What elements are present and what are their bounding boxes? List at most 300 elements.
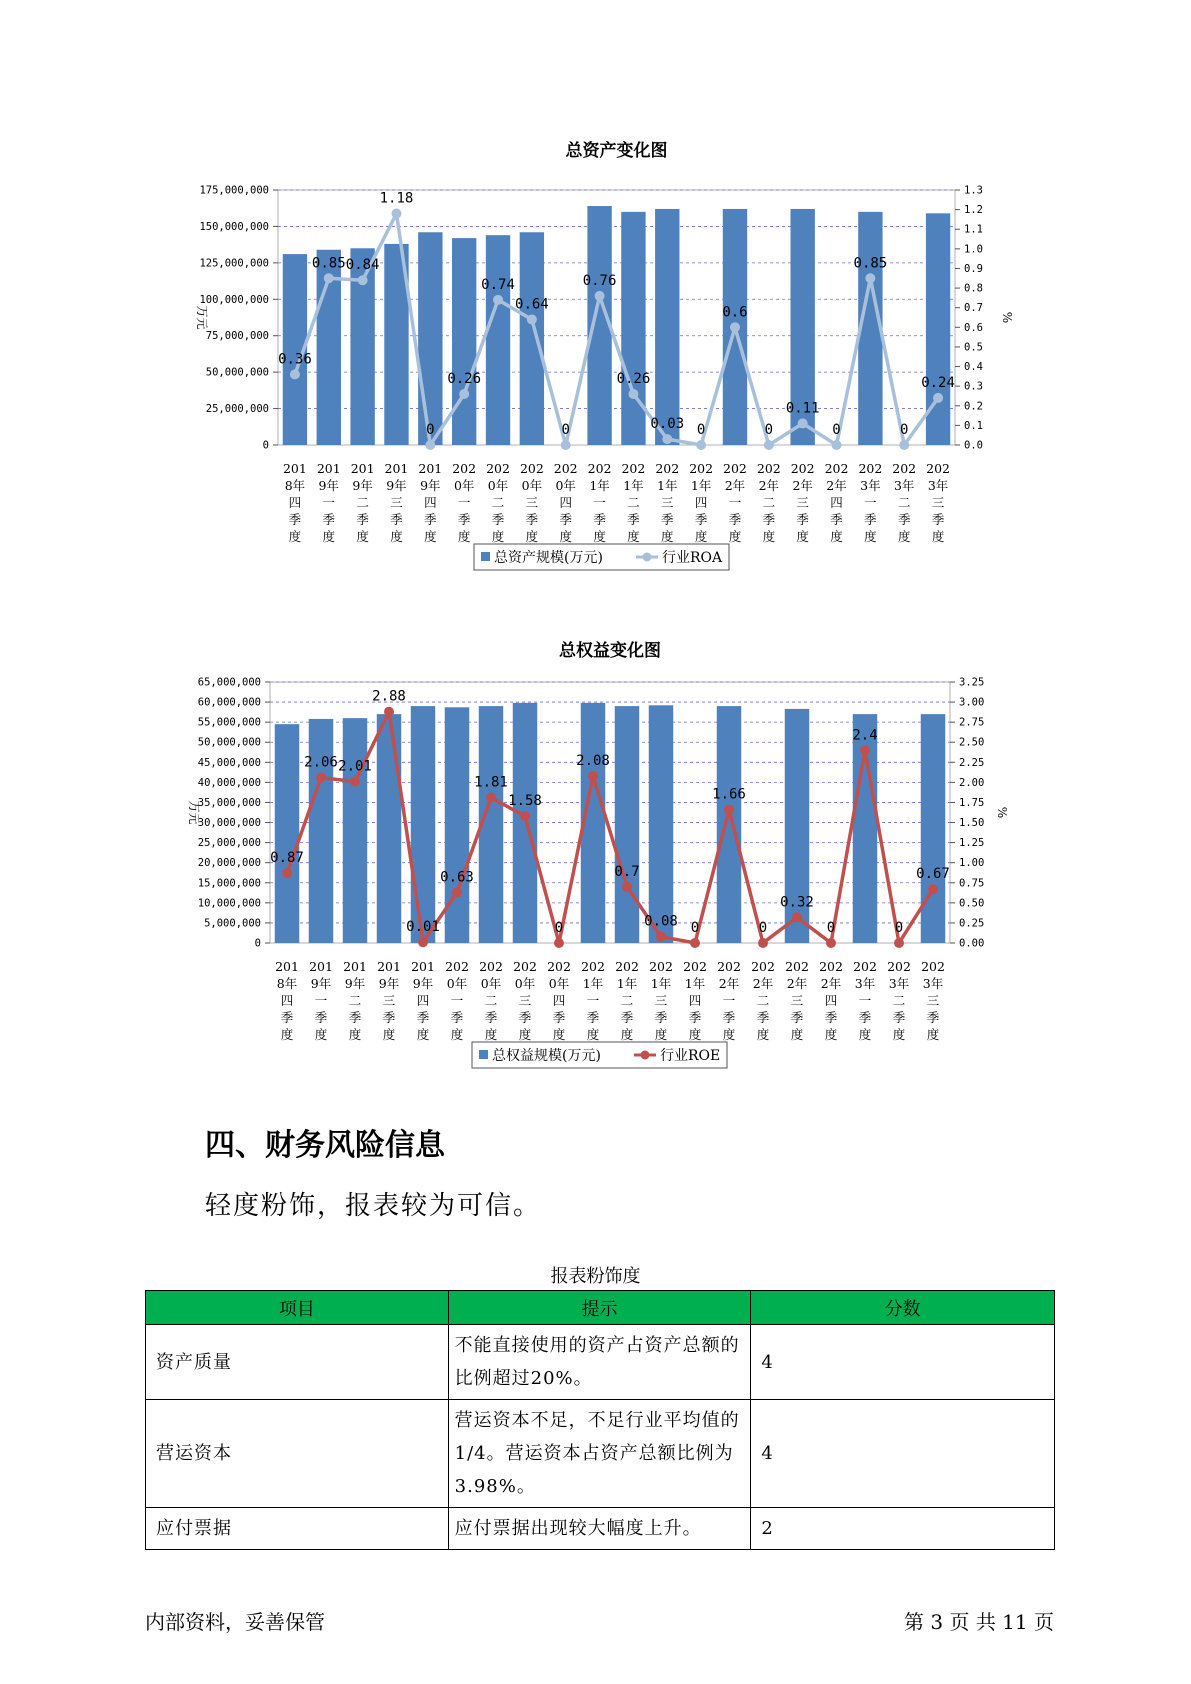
y-right-tick-label: 0.0 xyxy=(964,439,983,452)
x-tick-line: 度 xyxy=(314,1027,328,1042)
data-label: 0.01 xyxy=(406,919,440,936)
x-tick-line: 1年 xyxy=(616,976,638,991)
y-right-tick-label: 1.3 xyxy=(964,184,983,197)
total-equity-chart xyxy=(0,640,1191,1100)
x-tick-line: 三 xyxy=(518,993,532,1008)
line-point xyxy=(798,418,808,428)
line-point xyxy=(459,389,469,399)
line-point xyxy=(358,275,368,285)
x-tick-label xyxy=(283,461,307,544)
cell-item: 资产质量 xyxy=(146,1325,449,1400)
cell-hint: 营运资本不足，不足行业平均值的1/4。营运资本占资产总额比例为3.98%。 xyxy=(448,1400,751,1508)
data-label: 0.11 xyxy=(785,400,820,417)
x-tick-line: 度 xyxy=(382,1027,396,1042)
x-tick-line: 度 xyxy=(593,529,606,544)
x-tick-line: 度 xyxy=(722,1027,736,1042)
y-left-tick-label: 15,000,000 xyxy=(197,877,261,890)
data-label: 2.88 xyxy=(372,688,406,705)
x-tick-line: 季 xyxy=(525,512,539,527)
x-tick-label xyxy=(689,461,713,544)
x-tick-line: 202 xyxy=(785,959,809,974)
x-tick-line: 201 xyxy=(343,959,367,974)
x-tick-line: 度 xyxy=(864,529,877,544)
data-label: 1.66 xyxy=(712,786,746,803)
y-left-tick-label: 5,000,000 xyxy=(204,917,261,930)
x-tick-line: 季 xyxy=(858,1010,872,1025)
line-point xyxy=(493,295,503,305)
x-tick-line: 2年 xyxy=(786,976,808,991)
x-tick-label xyxy=(853,959,877,1042)
x-tick-line: 202 xyxy=(445,959,469,974)
x-tick-line: 度 xyxy=(322,529,336,544)
x-tick-line: 1年 xyxy=(582,976,604,991)
x-tick-line: 度 xyxy=(424,529,437,544)
x-tick-label xyxy=(520,461,544,544)
x-tick-line: 度 xyxy=(796,529,809,544)
y-left-axis-title: 万元 xyxy=(187,800,201,825)
table-row xyxy=(146,1325,1055,1400)
y-left-tick-label: 0 xyxy=(262,439,269,452)
x-tick-line: 9年 xyxy=(386,478,407,493)
x-tick-line: 一 xyxy=(722,993,736,1008)
x-tick-line: 度 xyxy=(756,1027,770,1042)
x-tick-line: 三 xyxy=(525,495,539,510)
x-tick-label xyxy=(858,461,882,544)
x-tick-line: 202 xyxy=(581,959,605,974)
x-tick-line: 度 xyxy=(457,529,471,544)
data-label: 1.58 xyxy=(508,793,542,810)
y-left-tick-label: 10,000,000 xyxy=(197,897,261,910)
data-label: 2.4 xyxy=(852,727,878,744)
x-tick-line: 202 xyxy=(519,461,544,476)
legend-line-marker xyxy=(643,553,652,562)
y-left-tick-label: 55,000,000 xyxy=(197,716,261,729)
x-tick-line: 季 xyxy=(586,1010,600,1025)
total-assets-chart xyxy=(0,140,1191,600)
x-tick-line: 202 xyxy=(587,461,612,476)
x-tick-line: 季 xyxy=(897,512,911,527)
x-tick-line: 四 xyxy=(559,495,572,510)
x-tick-line: 度 xyxy=(830,529,843,544)
x-tick-line: 一 xyxy=(450,993,464,1008)
x-tick-line: 9年 xyxy=(310,976,332,991)
x-tick-line: 3年 xyxy=(922,976,944,991)
x-tick-line: 0年 xyxy=(548,976,570,991)
x-tick-label xyxy=(411,959,435,1042)
line-point xyxy=(290,369,300,379)
line-point xyxy=(865,273,875,283)
data-label: 0.63 xyxy=(440,869,474,886)
x-tick-line: 202 xyxy=(751,959,775,974)
line-point xyxy=(391,209,401,219)
y-left-tick-label: 30,000,000 xyxy=(197,817,261,830)
x-tick-line: 202 xyxy=(790,461,815,476)
line-point xyxy=(933,393,943,403)
x-tick-line: 9年 xyxy=(420,478,441,493)
x-tick-line: 2年 xyxy=(752,976,774,991)
legend-bar-swatch xyxy=(481,552,490,561)
x-tick-line: 三 xyxy=(390,495,403,510)
data-label: 0.26 xyxy=(447,371,482,387)
data-label: 0.24 xyxy=(921,374,955,391)
x-tick-line: 季 xyxy=(790,1010,804,1025)
x-tick-line: 季 xyxy=(559,512,572,527)
y-right-axis-title: % xyxy=(995,806,1009,819)
x-tick-line: 季 xyxy=(314,1010,328,1025)
y-right-tick-label: 0.75 xyxy=(959,877,985,890)
header-item: 项目 xyxy=(146,1291,449,1325)
line-point xyxy=(622,882,632,892)
line-point xyxy=(418,937,428,947)
data-label: 0.08 xyxy=(644,913,678,930)
y-right-tick-label: 0.3 xyxy=(964,380,983,393)
line-point xyxy=(792,912,802,922)
bar-mark xyxy=(921,714,945,943)
x-tick-line: 季 xyxy=(491,512,505,527)
y-right-tick-label: 1.0 xyxy=(964,243,983,256)
x-tick-line: 度 xyxy=(559,529,572,544)
x-tick-line: 0年 xyxy=(446,976,468,991)
x-tick-line: 季 xyxy=(722,1010,736,1025)
x-tick-line: 季 xyxy=(824,1010,838,1025)
data-label: 0.64 xyxy=(515,296,549,313)
line-point xyxy=(628,389,638,399)
data-label: 0.7 xyxy=(614,863,640,880)
line-point xyxy=(384,707,394,717)
data-label: 0.67 xyxy=(916,866,950,883)
data-label: 0.85 xyxy=(311,255,346,272)
x-tick-line: 四 xyxy=(688,993,702,1008)
x-tick-line: 度 xyxy=(356,529,369,544)
x-tick-label xyxy=(926,461,950,544)
x-tick-line: 1年 xyxy=(650,976,672,991)
line-point xyxy=(724,805,734,815)
whitewash-table xyxy=(145,1290,1055,1550)
x-tick-line: 度 xyxy=(416,1027,430,1042)
y-right-tick-label: 2.50 xyxy=(959,736,985,749)
x-tick-line: 201 xyxy=(316,461,341,476)
line-point xyxy=(324,273,334,283)
x-tick-line: 202 xyxy=(887,959,911,974)
legend-bar-label: 总权益规模(万元) xyxy=(492,1048,601,1064)
x-tick-line: 202 xyxy=(853,959,877,974)
x-tick-line: 季 xyxy=(593,512,606,527)
data-label: 0 xyxy=(832,422,841,438)
x-tick-line: 202 xyxy=(486,461,510,476)
x-tick-line: 0年 xyxy=(521,478,543,493)
x-tick-line: 度 xyxy=(688,1027,702,1042)
y-right-tick-label: 0.8 xyxy=(964,282,983,295)
line-point xyxy=(452,887,462,897)
x-tick-label xyxy=(921,959,945,1042)
bar-mark xyxy=(655,209,679,445)
x-tick-line: 季 xyxy=(382,1010,396,1025)
data-label: 0.6 xyxy=(722,304,748,321)
x-tick-line: 1年 xyxy=(623,478,644,493)
data-label: 2.01 xyxy=(338,758,372,775)
x-tick-line: 201 xyxy=(282,461,307,476)
y-right-tick-label: 1.75 xyxy=(959,796,985,809)
x-tick-line: 202 xyxy=(547,959,571,974)
x-tick-line: 8年 xyxy=(284,478,306,493)
y-left-tick-label: 0 xyxy=(254,937,261,950)
x-tick-line: 2年 xyxy=(820,976,842,991)
x-tick-line: 202 xyxy=(921,959,945,974)
x-tick-line: 3年 xyxy=(888,976,910,991)
x-tick-line: 202 xyxy=(621,461,646,476)
x-tick-line: 3年 xyxy=(860,478,881,493)
y-left-tick-label: 60,000,000 xyxy=(197,696,261,709)
x-tick-label xyxy=(683,959,707,1042)
x-tick-line: 一 xyxy=(864,495,877,510)
cell-score: 2 xyxy=(751,1508,1055,1550)
x-tick-label xyxy=(581,959,605,1042)
x-tick-line: 四 xyxy=(830,495,843,510)
x-tick-line: 四 xyxy=(424,495,437,510)
x-tick-line: 9年 xyxy=(378,976,400,991)
cell-hint: 不能直接使用的资产占资产总额的比例超过20%。 xyxy=(448,1325,751,1400)
x-tick-line: 季 xyxy=(654,1010,668,1025)
x-tick-line: 四 xyxy=(280,993,294,1008)
y-right-tick-label: 1.00 xyxy=(959,857,985,870)
y-left-tick-label: 125,000,000 xyxy=(199,257,269,270)
y-right-tick-label: 2.00 xyxy=(959,776,985,789)
line-point xyxy=(656,932,666,942)
x-tick-line: 四 xyxy=(416,993,430,1008)
x-tick-label xyxy=(479,959,503,1042)
x-tick-line: 季 xyxy=(390,512,403,527)
x-tick-line: 季 xyxy=(356,512,369,527)
y-left-tick-label: 50,000,000 xyxy=(197,736,261,749)
x-tick-line: 一 xyxy=(728,495,742,510)
x-tick-line: 202 xyxy=(553,461,578,476)
y-left-tick-label: 25,000,000 xyxy=(205,403,269,416)
x-tick-line: 202 xyxy=(615,959,639,974)
x-tick-line: 二 xyxy=(348,993,362,1008)
line-point xyxy=(554,938,564,948)
footer-page-number: 第 3 页 共 11 页 xyxy=(904,1610,1054,1634)
line-point xyxy=(894,938,904,948)
y-right-tick-label: 0.6 xyxy=(964,321,983,334)
legend-line-label: 行业ROA xyxy=(662,550,723,566)
x-tick-line: 一 xyxy=(457,495,471,510)
data-label: 0.26 xyxy=(616,371,651,387)
x-tick-label xyxy=(351,461,375,544)
bar-mark xyxy=(418,232,442,445)
x-tick-line: 二 xyxy=(491,495,505,510)
x-tick-line: 度 xyxy=(620,1027,634,1042)
data-label: 0.74 xyxy=(481,276,515,293)
data-label: 0 xyxy=(696,422,706,438)
x-tick-label xyxy=(445,959,469,1042)
data-label: 0.32 xyxy=(780,894,814,911)
x-tick-line: 度 xyxy=(931,529,945,544)
x-tick-line: 季 xyxy=(627,512,640,527)
x-tick-line: 8年 xyxy=(276,976,298,991)
data-label: 0 xyxy=(826,920,836,936)
legend-bar-swatch xyxy=(479,1050,488,1059)
cell-hint: 应付票据出现较大幅度上升。 xyxy=(448,1508,751,1550)
x-tick-label xyxy=(655,461,679,544)
x-tick-label xyxy=(547,959,571,1042)
x-tick-line: 9年 xyxy=(412,976,434,991)
data-label: 0.76 xyxy=(582,272,617,289)
legend-line-marker xyxy=(641,1051,650,1060)
x-tick-line: 二 xyxy=(484,993,498,1008)
x-tick-line: 度 xyxy=(348,1027,362,1042)
x-tick-line: 一 xyxy=(586,993,600,1008)
line-point xyxy=(561,440,571,450)
data-label: 0 xyxy=(561,422,570,438)
x-tick-line: 季 xyxy=(728,512,742,527)
line-point xyxy=(588,771,598,781)
x-tick-line: 度 xyxy=(661,529,674,544)
x-tick-line: 202 xyxy=(819,959,843,974)
x-tick-line: 202 xyxy=(858,461,883,476)
line-point xyxy=(520,811,530,821)
line-point xyxy=(928,884,938,894)
bar-mark xyxy=(343,718,367,943)
x-tick-line: 四 xyxy=(824,993,838,1008)
x-tick-label xyxy=(588,461,612,544)
x-tick-line: 度 xyxy=(491,529,505,544)
y-left-tick-label: 65,000,000 xyxy=(197,676,261,689)
x-tick-label xyxy=(309,959,333,1042)
x-tick-line: 季 xyxy=(457,512,471,527)
bar-mark xyxy=(486,235,510,445)
bar-mark xyxy=(377,714,401,943)
x-tick-line: 9年 xyxy=(344,976,366,991)
y-right-tick-label: 3.25 xyxy=(959,676,985,689)
x-tick-label xyxy=(418,461,442,544)
x-tick-line: 三 xyxy=(382,993,396,1008)
bar-mark xyxy=(520,232,544,445)
data-label: 1.18 xyxy=(379,190,414,207)
data-label: 0 xyxy=(900,422,909,438)
x-tick-line: 201 xyxy=(418,461,443,476)
data-label: 0 xyxy=(690,920,700,936)
bar-mark xyxy=(309,719,333,943)
bar-mark xyxy=(452,238,476,445)
data-label: 0.84 xyxy=(345,257,380,274)
line-point xyxy=(425,440,435,450)
data-label: 0.36 xyxy=(278,351,312,368)
x-tick-line: 季 xyxy=(864,512,877,527)
data-label: 2.08 xyxy=(576,752,610,769)
line-point xyxy=(696,440,706,450)
x-tick-line: 2年 xyxy=(792,478,813,493)
line-point xyxy=(316,773,326,783)
x-tick-line: 季 xyxy=(796,512,809,527)
x-tick-line: 2年 xyxy=(758,478,780,493)
y-left-tick-label: 175,000,000 xyxy=(199,184,269,197)
x-tick-line: 季 xyxy=(830,512,843,527)
x-tick-line: 二 xyxy=(762,495,776,510)
x-tick-line: 一 xyxy=(314,993,328,1008)
x-tick-line: 度 xyxy=(926,1027,940,1042)
y-right-tick-label: 1.2 xyxy=(964,204,983,217)
x-tick-line: 四 xyxy=(552,993,566,1008)
x-tick-line: 1年 xyxy=(684,976,706,991)
y-left-tick-label: 150,000,000 xyxy=(199,220,269,233)
x-tick-line: 季 xyxy=(484,1010,498,1025)
x-tick-line: 季 xyxy=(280,1010,294,1025)
x-tick-line: 季 xyxy=(424,512,437,527)
x-tick-line: 季 xyxy=(288,512,302,527)
footer-confidential: 内部资料，妥善保管 xyxy=(145,1610,325,1634)
data-label: 0 xyxy=(894,920,904,936)
data-label: 0 xyxy=(426,422,435,438)
x-tick-line: 季 xyxy=(620,1010,634,1025)
x-tick-label xyxy=(513,959,537,1042)
legend-line-label: 行业ROE xyxy=(660,1048,721,1064)
bar-mark xyxy=(615,706,639,943)
x-tick-label xyxy=(621,461,645,544)
x-tick-line: 9年 xyxy=(352,478,373,493)
x-tick-line: 1年 xyxy=(657,478,678,493)
x-tick-line: 202 xyxy=(717,959,741,974)
header-hint: 提示 xyxy=(448,1291,751,1325)
x-tick-line: 0年 xyxy=(480,976,502,991)
x-tick-line: 季 xyxy=(892,1010,906,1025)
x-tick-line: 度 xyxy=(525,529,539,544)
x-tick-line: 四 xyxy=(288,495,302,510)
x-tick-line: 度 xyxy=(586,1027,600,1042)
line-point xyxy=(486,793,496,803)
x-tick-line: 度 xyxy=(858,1027,872,1042)
x-tick-line: 一 xyxy=(593,495,606,510)
data-label: 2.06 xyxy=(304,754,338,771)
x-tick-line: 度 xyxy=(627,529,640,544)
x-tick-line: 201 xyxy=(377,959,401,974)
x-tick-label xyxy=(377,959,401,1042)
x-tick-line: 二 xyxy=(892,993,906,1008)
x-tick-label xyxy=(486,461,510,544)
x-tick-line: 0年 xyxy=(555,478,576,493)
x-tick-line: 季 xyxy=(926,1010,940,1025)
data-label: 1.81 xyxy=(474,774,508,791)
x-tick-line: 1年 xyxy=(690,478,712,493)
x-tick-line: 202 xyxy=(513,959,537,974)
x-tick-line: 9年 xyxy=(318,478,340,493)
x-tick-label xyxy=(343,959,367,1042)
y-right-tick-label: 0.4 xyxy=(964,361,983,374)
x-tick-line: 3年 xyxy=(854,976,876,991)
y-right-tick-label: 2.75 xyxy=(959,716,985,729)
x-tick-label xyxy=(615,959,639,1042)
x-tick-line: 二 xyxy=(756,993,770,1008)
y-right-tick-label: 0.7 xyxy=(964,302,983,315)
y-right-tick-label: 0.25 xyxy=(959,917,985,930)
x-tick-line: 三 xyxy=(931,495,945,510)
x-tick-line: 季 xyxy=(416,1010,430,1025)
y-right-tick-label: 0.9 xyxy=(964,262,983,275)
x-tick-line: 度 xyxy=(762,529,776,544)
x-tick-line: 二 xyxy=(897,495,911,510)
x-tick-line: 2年 xyxy=(724,478,746,493)
x-tick-line: 202 xyxy=(655,461,680,476)
y-right-tick-label: 0.2 xyxy=(964,400,983,413)
y-left-tick-label: 40,000,000 xyxy=(197,776,261,789)
x-tick-line: 季 xyxy=(552,1010,566,1025)
chart-title: 总资产变化图 xyxy=(565,141,668,161)
cell-item: 应付票据 xyxy=(146,1508,449,1550)
x-tick-label xyxy=(785,959,809,1042)
x-tick-line: 一 xyxy=(322,495,336,510)
line-point xyxy=(350,777,360,787)
x-tick-line: 二 xyxy=(620,993,634,1008)
y-right-tick-label: 0.5 xyxy=(964,341,983,354)
